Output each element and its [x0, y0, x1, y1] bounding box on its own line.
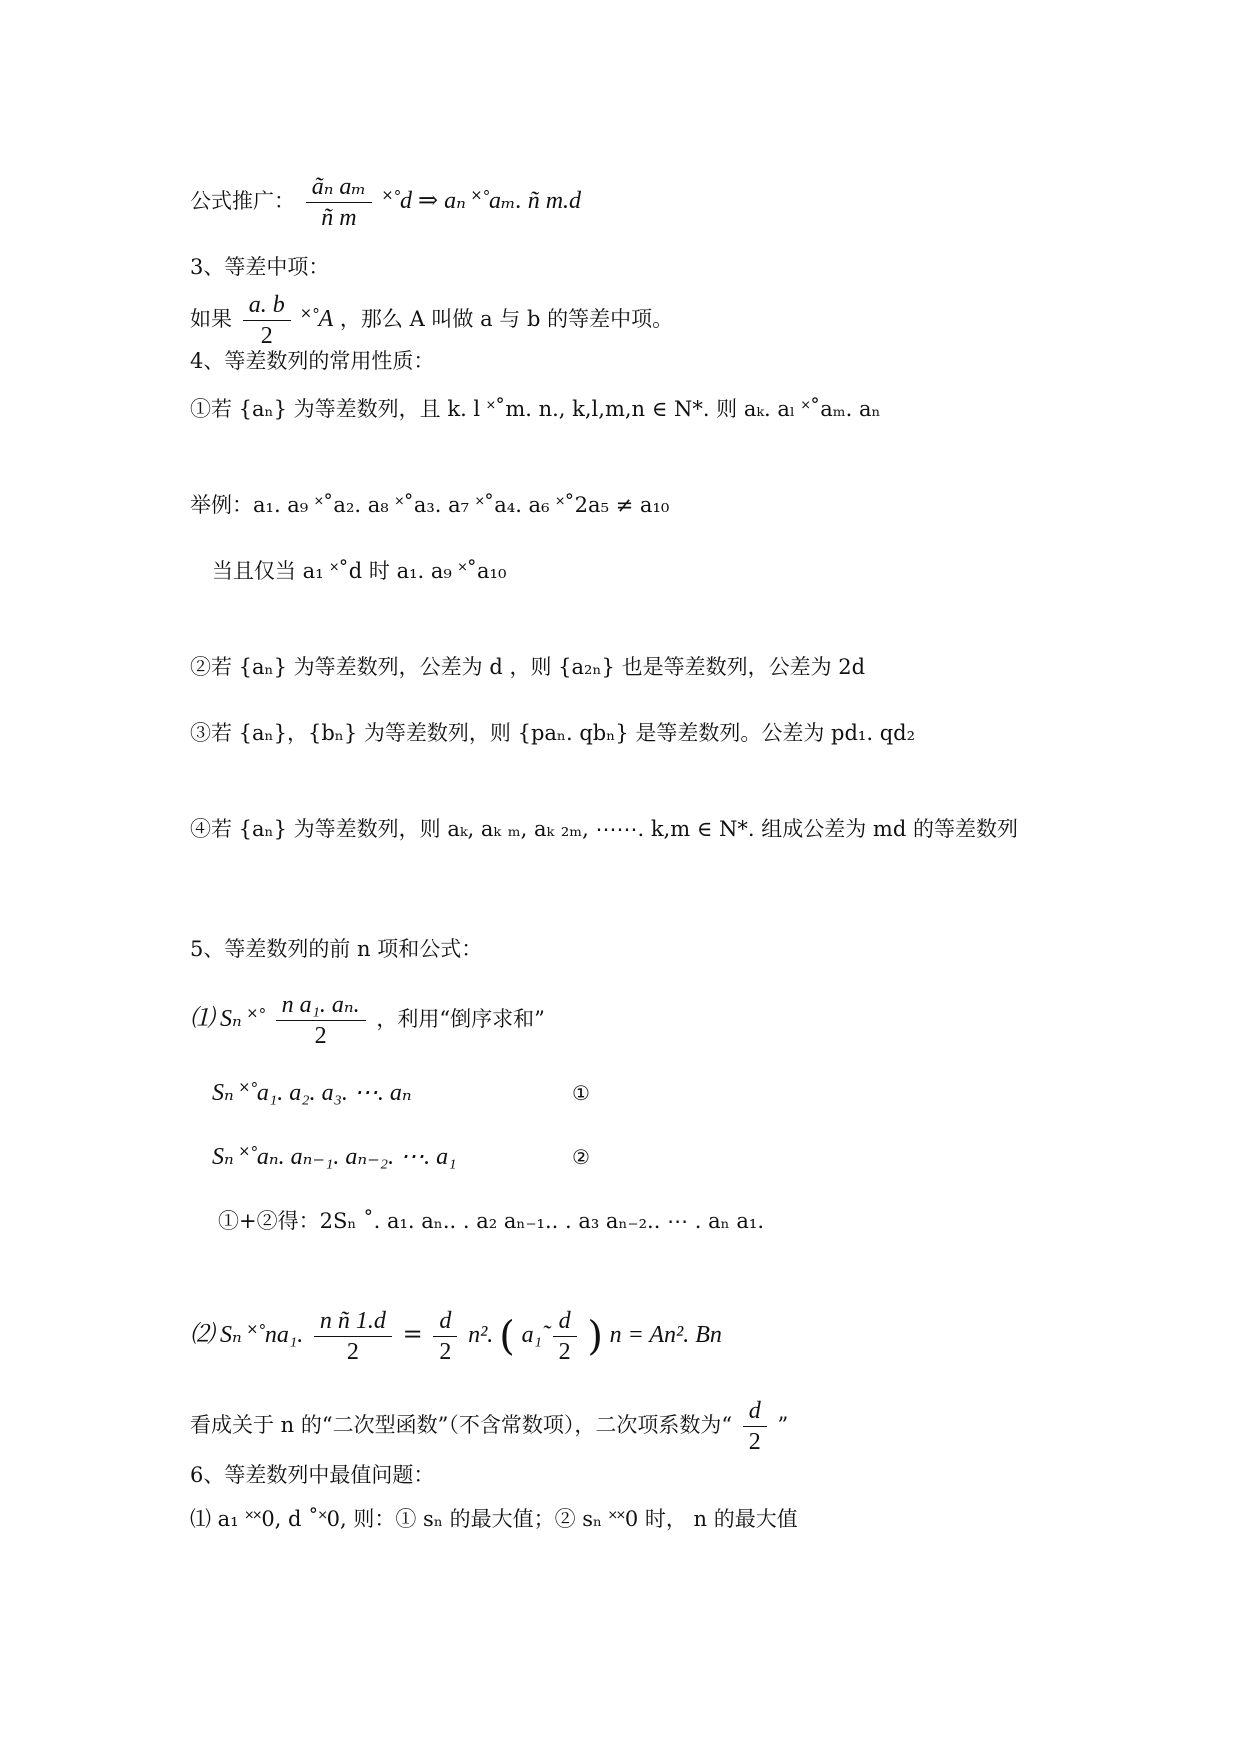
formula-generalization — [190, 172, 581, 233]
fraction-denominator: 2 — [346, 1339, 359, 1365]
fraction-denominator: 2 — [260, 323, 273, 349]
property-1: ①若 {aₙ} 为等差数列，且 k. l ˟˚m. n., k,l,m,n ∈ N*. 则 aₖ. aₗ ˟˚aₘ. aₙ — [190, 397, 881, 421]
extremum-case-1: ⑴ a₁ ˟˟0, d ˚˟0, 则：① sₙ 的最大值；② sₙ ˟˟0 时， n 的最大值 — [190, 1507, 798, 1531]
section-heading-sum-formula: 5、等差数列的前 n 项和公式： — [190, 937, 483, 961]
sum-forward — [212, 1078, 590, 1108]
formula-suffix: n = An². Bn — [609, 1322, 722, 1348]
fraction-numerator: a. b — [243, 290, 291, 321]
formula-expression: ˟˚A — [301, 306, 334, 332]
fraction — [306, 172, 372, 233]
section-heading-properties: 4、等差数列的常用性质： — [190, 349, 435, 373]
sum-formula-1 — [190, 990, 545, 1051]
formula-expression: Sₙ ˟˚aₙ. aₙ₋₁. aₙ₋₂. ⋯. a₁ — [212, 1144, 457, 1170]
fraction-numerator: d — [433, 1306, 457, 1337]
equation-tag: ① — [572, 1081, 590, 1105]
sum-formula-2: ⑵ Sₙ ˟˚na₁. $\frac{\text{n ñ 1.d}}{2}$ = $\frac{d}{2}$ n². ( a₁̃ $\frac{d}{2}$ ) n = An². Bn — [190, 1308, 722, 1365]
formula-prefix: ⑴ Sₙ ˟˚ — [190, 1006, 265, 1032]
fraction-denominator: 2 — [748, 1429, 761, 1455]
equation-tag: ② — [572, 1145, 590, 1169]
property-3: ③若 {aₙ}，{bₙ} 为等差数列，则 {paₙ. qbₙ} 是等差数列。公差为 pd₁. qd₂ — [190, 721, 916, 745]
fraction-denominator: ñ m — [321, 205, 357, 231]
text-prefix: 看成关于 n 的“二次型函数”（不含常数项），二次项系数为“ — [190, 1413, 733, 1437]
fraction — [433, 1306, 457, 1367]
text-suffix: ，那么 A 叫做 a 与 b 的等差中项。 — [339, 307, 674, 331]
fraction — [314, 1306, 392, 1367]
fraction-numerator: n ñ 1.d — [314, 1306, 392, 1337]
formula-middle: n². — [468, 1322, 500, 1348]
formula-expression: ˟˚d ⇒ aₙ ˟˚aₘ. ñ m.d — [382, 188, 582, 214]
formula-label: 公式推广： — [190, 189, 295, 213]
sum-reverse — [212, 1142, 590, 1172]
property-4: ④若 {aₙ} 为等差数列，则 aₖ, aₖ ₘ, aₖ ₂ₘ, ⋯⋯. k,m ∈ N*. 组成公差为 md 的等差数列 — [190, 817, 1018, 841]
fraction — [276, 990, 366, 1051]
text-prefix: 如果 — [190, 307, 232, 331]
sum-combined: ①+②得：2Sₙ ˚. a₁. aₙ.. . a₂ aₙ₋₁.. . a₃ aₙ₋₂.. ⋯ . aₙ a₁. — [218, 1209, 764, 1233]
section-heading-arithmetic-mean: 3、等差中项： — [190, 255, 330, 279]
formula-expression: Sₙ ˟˚a₁. a₂. a₃. ⋯. aₙ — [212, 1080, 412, 1106]
example-line: 举例：a₁. a₉ ˟˚a₂. a₈ ˟˚a₃. a₇ ˟˚a₄. a₆ ˟˚2a₅ ≠ a₁₀ — [190, 493, 670, 517]
text-suffix: ” — [777, 1413, 789, 1437]
quadratic-note — [190, 1396, 788, 1457]
fraction — [243, 290, 291, 351]
fraction-numerator: d — [743, 1396, 767, 1427]
fraction-numerator: d — [553, 1306, 577, 1337]
formula-bracket: a₁̃ — [521, 1322, 542, 1348]
formula-prefix: ⑵ Sₙ ˟˚na₁. — [190, 1322, 304, 1348]
property-2: ②若 {aₙ} 为等差数列，公差为 d ，则 {a₂ₙ} 也是等差数列，公差为 2d — [190, 655, 866, 679]
section-heading-extremum: 6、等差数列中最值问题： — [190, 1463, 435, 1487]
fraction-numerator: ãₙ aₘ — [306, 172, 372, 203]
arithmetic-mean-definition — [190, 290, 673, 351]
fraction-denominator: 2 — [439, 1339, 452, 1365]
fraction-denominator: 2 — [558, 1339, 571, 1365]
fraction — [743, 1396, 767, 1457]
fraction — [553, 1306, 577, 1367]
fraction-numerator: n a₁. aₙ. — [276, 990, 366, 1021]
fraction-denominator: 2 — [314, 1023, 327, 1049]
text-suffix: ，利用“倒序求和” — [376, 1007, 545, 1031]
condition-line: 当且仅当 a₁ ˟˚d 时 a₁. a₉ ˟˚a₁₀ — [212, 559, 507, 583]
